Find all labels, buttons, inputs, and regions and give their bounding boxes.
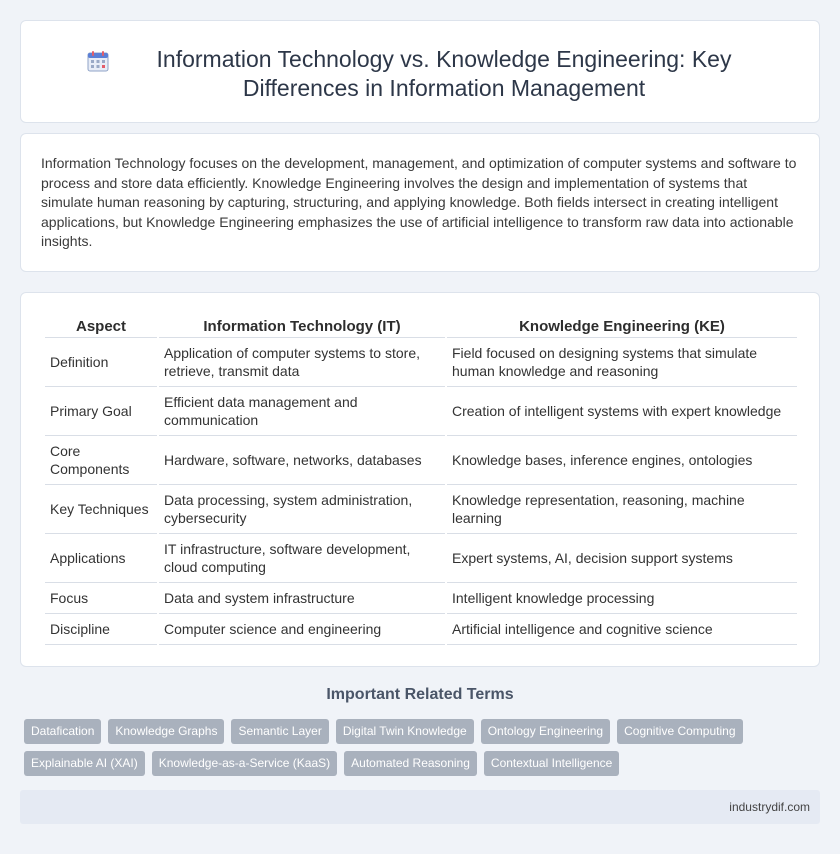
header-aspect: Aspect	[45, 315, 157, 338]
cell-it: IT infrastructure, software development, cloud computing	[159, 534, 445, 583]
cell-it: Application of computer systems to store, retrieve, transmit data	[159, 338, 445, 387]
comparison-card	[20, 292, 820, 667]
cell-ke: Expert systems, AI, decision support systems	[447, 534, 797, 583]
related-tags	[24, 719, 824, 783]
cell-ke: Intelligent knowledge processing	[447, 583, 797, 614]
title-wrap	[21, 21, 819, 103]
tag-knowledge-as-a-service[interactable]: Knowledge-as-a-Service (KaaS)	[152, 751, 337, 776]
header-card	[20, 20, 820, 123]
cell-aspect: Focus	[45, 583, 157, 614]
table-row	[45, 436, 797, 485]
tag-semantic-layer[interactable]: Semantic Layer	[231, 719, 328, 744]
table-row	[45, 534, 797, 583]
tag-automated-reasoning[interactable]: Automated Reasoning	[344, 751, 477, 776]
cell-it: Hardware, software, networks, databases	[159, 436, 445, 485]
table-row	[45, 485, 797, 534]
cell-it: Data processing, system administration, cybersecurity	[159, 485, 445, 534]
tag-ontology-engineering[interactable]: Ontology Engineering	[481, 719, 610, 744]
cell-ke: Artificial intelligence and cognitive science	[447, 614, 797, 645]
intro-paragraph: Information Technology focuses on the development, management, and optimization of computer systems and software to process and store data efficiently. Knowledge Engineering involves the design and implementation of systems that simulate human reasoning by capturing, structuring, and applying knowledge. Both fields intersect in creating intelligent applications, but Knowledge Engineering emphasizes the use of artificial intelligence to transform raw data into actionable insights.	[41, 155, 797, 249]
cell-ke: Creation of intelligent systems with expert knowledge	[447, 387, 797, 436]
cell-ke: Field focused on designing systems that simulate human knowledge and reasoning	[447, 338, 797, 387]
cell-aspect: Key Techniques	[45, 485, 157, 534]
calendar-icon	[86, 49, 110, 73]
table-row	[45, 387, 797, 436]
tag-explainable-ai[interactable]: Explainable AI (XAI)	[24, 751, 145, 776]
cell-it: Computer science and engineering	[159, 614, 445, 645]
related-terms-title: Important Related Terms	[326, 686, 514, 703]
header-it: Information Technology (IT)	[159, 315, 445, 338]
cell-aspect: Primary Goal	[45, 387, 157, 436]
intro-card	[20, 133, 820, 272]
tag-datafication[interactable]: Datafication	[24, 719, 101, 744]
tag-row	[24, 751, 824, 776]
footer	[20, 790, 820, 824]
cell-ke: Knowledge representation, reasoning, machine learning	[447, 485, 797, 534]
tag-cognitive-computing[interactable]: Cognitive Computing	[617, 719, 742, 744]
tag-row	[24, 719, 824, 744]
footer-site: industrydif.com	[729, 800, 810, 814]
table-row	[45, 614, 797, 645]
table-row	[45, 338, 797, 387]
cell-aspect: Applications	[45, 534, 157, 583]
header-ke: Knowledge Engineering (KE)	[447, 315, 797, 338]
cell-ke: Knowledge bases, inference engines, ontologies	[447, 436, 797, 485]
table-row	[45, 583, 797, 614]
table-header-row	[45, 315, 797, 338]
tag-contextual-intelligence[interactable]: Contextual Intelligence	[484, 751, 619, 776]
tag-knowledge-graphs[interactable]: Knowledge Graphs	[108, 719, 224, 744]
tag-digital-twin-knowledge[interactable]: Digital Twin Knowledge	[336, 719, 474, 744]
cell-aspect: Core Components	[45, 436, 157, 485]
cell-aspect: Definition	[45, 338, 157, 387]
cell-it: Data and system infrastructure	[159, 583, 445, 614]
cell-aspect: Discipline	[45, 614, 157, 645]
comparison-table	[43, 315, 799, 645]
cell-it: Efficient data management and communication	[159, 387, 445, 436]
page-title: Information Technology vs. Knowledge Engineering: Key Differences in Information Management	[156, 46, 732, 101]
